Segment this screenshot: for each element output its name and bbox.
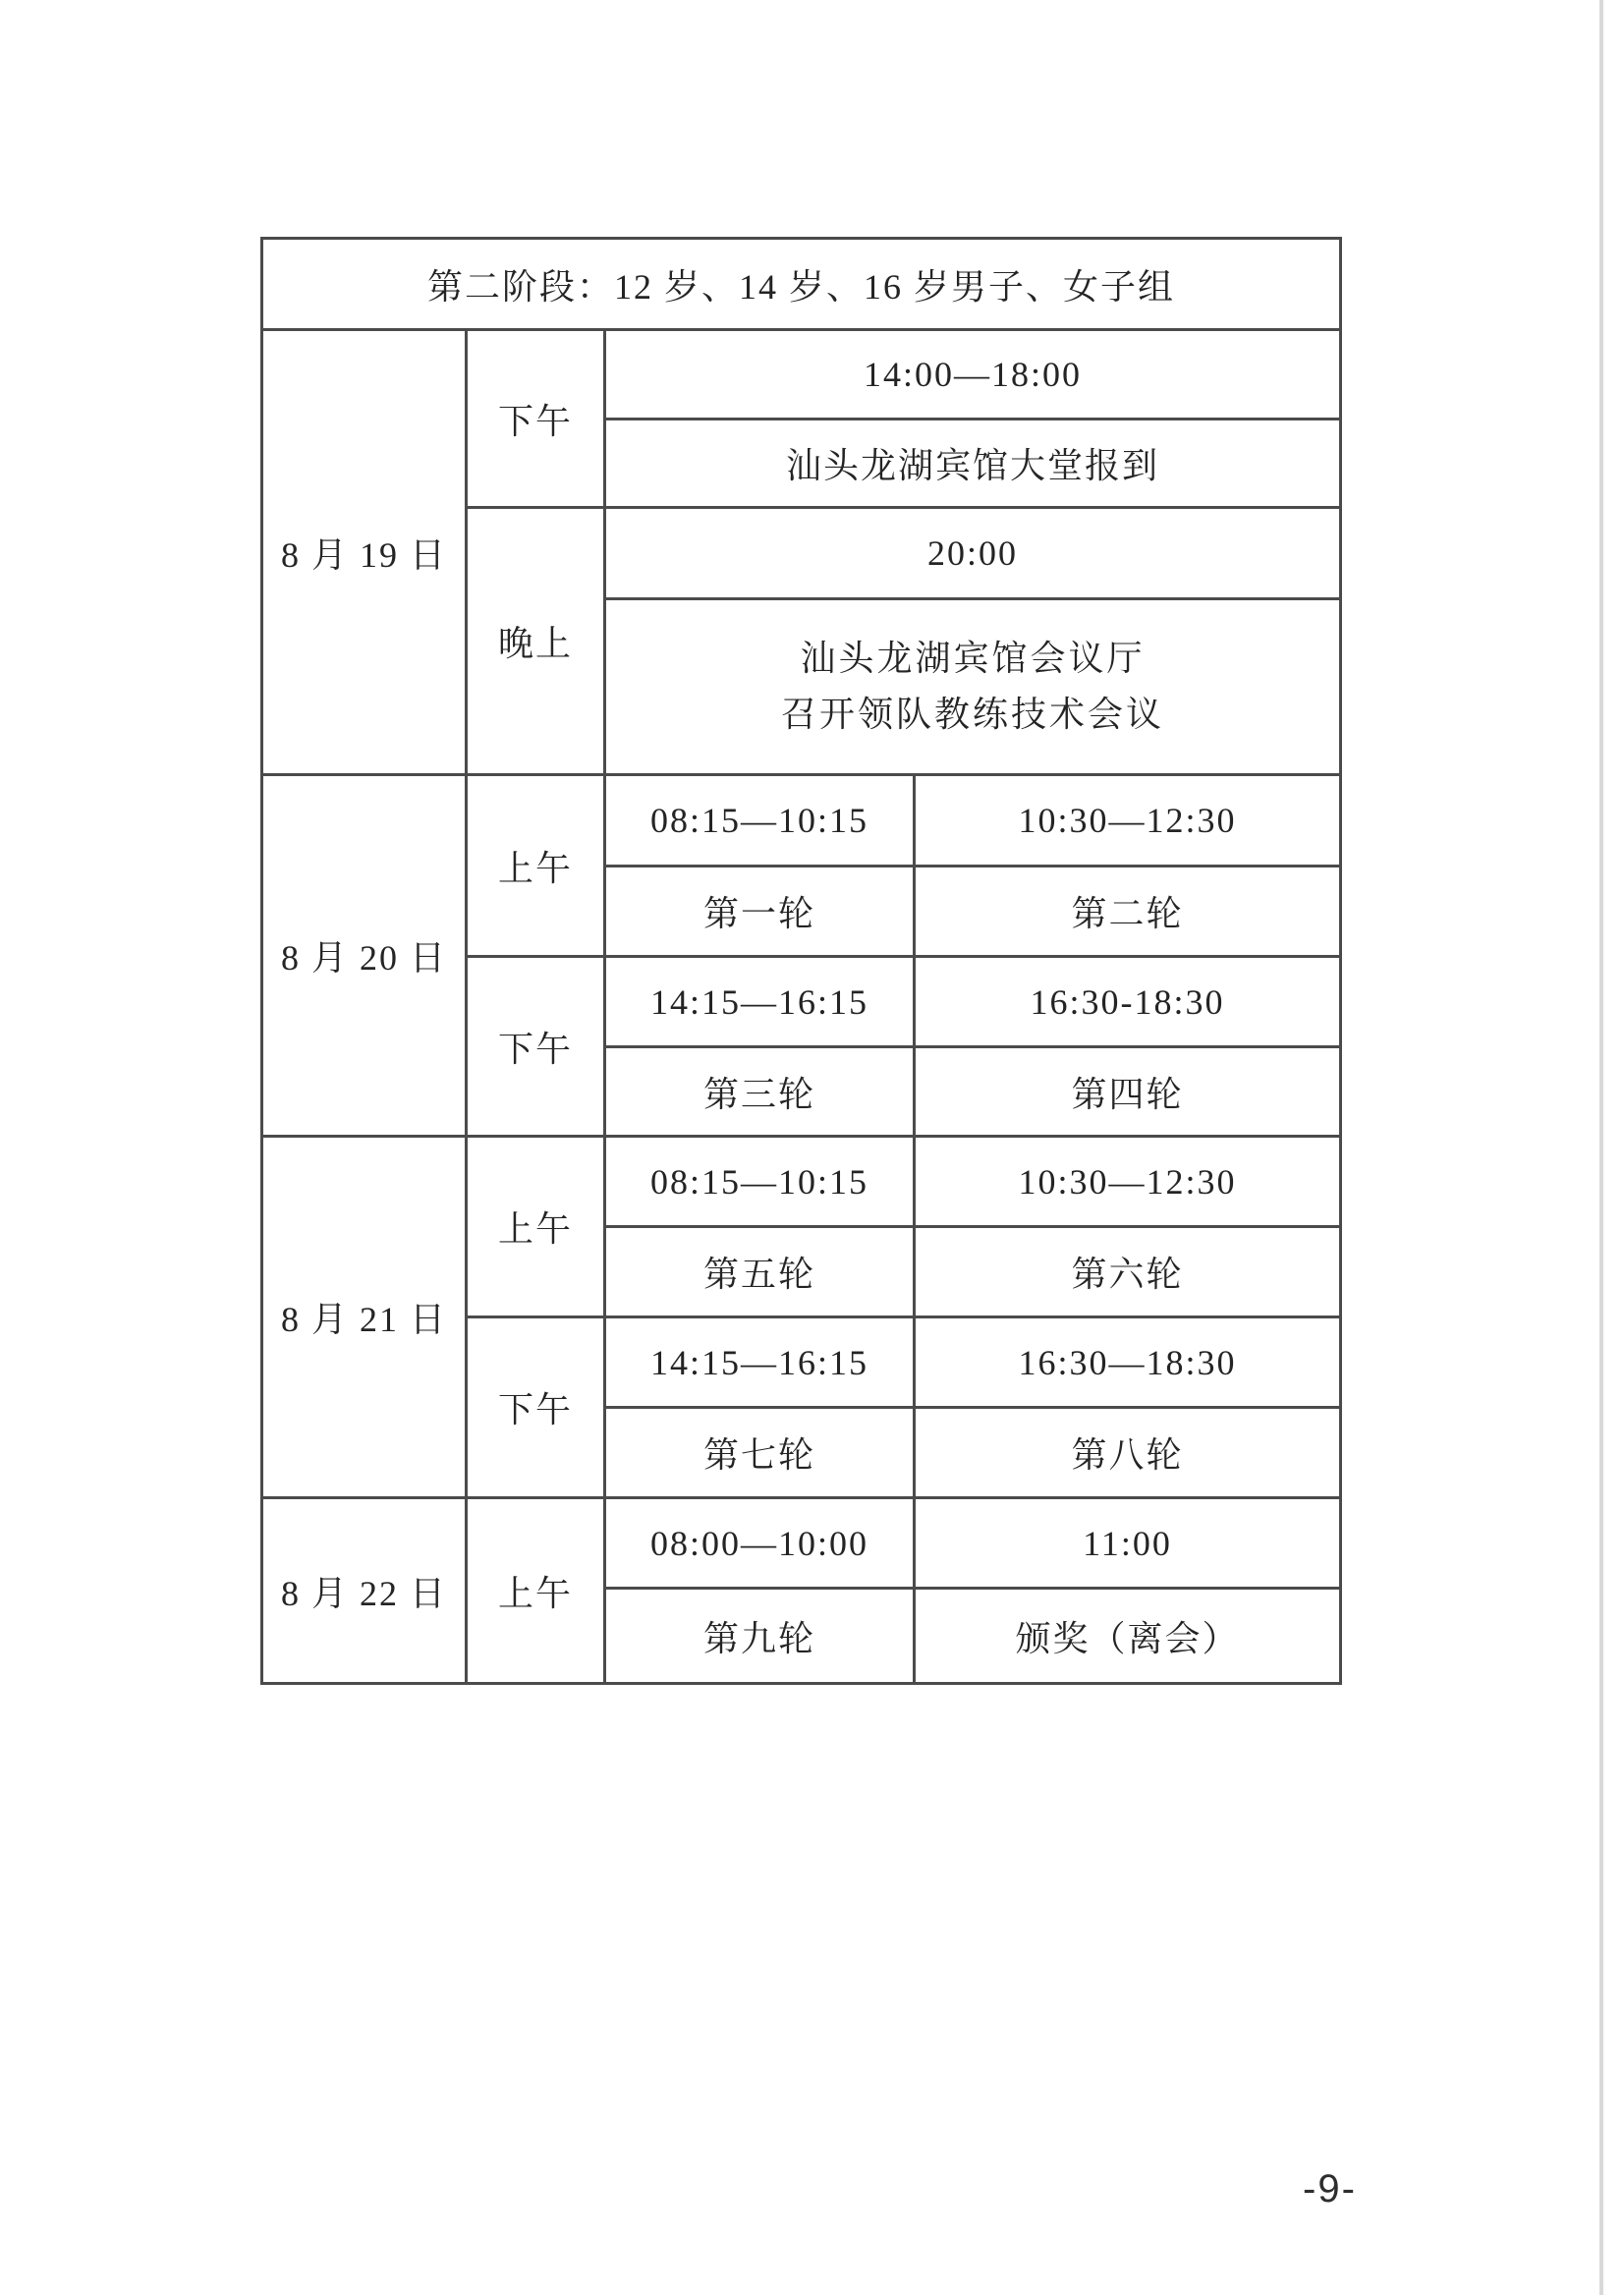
round-cell: 第四轮 (915, 1047, 1341, 1137)
event-line: 召开领队教练技术会议 (781, 695, 1165, 734)
date-cell-aug22: 8 月 22 日 (262, 1498, 467, 1684)
time-cell: 08:15—10:15 (605, 775, 915, 867)
round-cell: 第九轮 (605, 1589, 915, 1684)
time-cell: 20:00 (605, 508, 1341, 599)
round-cell: 第一轮 (605, 867, 915, 957)
time-cell: 16:30—18:30 (915, 1317, 1341, 1408)
event-cell-checkin: 汕头龙湖宾馆大堂报到 (605, 420, 1341, 508)
time-cell: 16:30-18:30 (915, 957, 1341, 1047)
time-cell: 11:00 (915, 1498, 1341, 1589)
round-cell: 第七轮 (605, 1408, 915, 1498)
round-cell: 第二轮 (915, 867, 1341, 957)
event-line: 汕头龙湖宾馆会议厅 (800, 639, 1146, 678)
round-cell: 第五轮 (605, 1227, 915, 1317)
schedule-table (260, 237, 1342, 1685)
time-cell: 10:30—12:30 (915, 1137, 1341, 1227)
round-cell: 第三轮 (605, 1047, 915, 1137)
time-cell: 08:00—10:00 (605, 1498, 915, 1589)
scan-artifact-line (1599, 0, 1603, 2295)
time-cell: 14:15—16:15 (605, 1317, 915, 1408)
round-cell: 颁奖（离会） (915, 1589, 1341, 1684)
date-cell-aug21: 8 月 21 日 (262, 1137, 467, 1498)
round-cell: 第六轮 (915, 1227, 1341, 1317)
time-cell: 10:30—12:30 (915, 775, 1341, 867)
period-cell-morning: 上午 (467, 1137, 605, 1317)
event-cell-meeting (605, 599, 1341, 775)
period-cell-morning: 上午 (467, 1498, 605, 1684)
time-cell: 14:00—18:00 (605, 330, 1341, 420)
time-cell: 14:15—16:15 (605, 957, 915, 1047)
period-cell-afternoon: 下午 (467, 1317, 605, 1498)
page-number: -9- (1303, 2167, 1357, 2211)
time-cell: 08:15—10:15 (605, 1137, 915, 1227)
round-cell: 第八轮 (915, 1408, 1341, 1498)
date-cell-aug20: 8 月 20 日 (262, 775, 467, 1137)
period-cell-afternoon: 下午 (467, 957, 605, 1137)
period-cell-morning: 上午 (467, 775, 605, 957)
period-cell-evening: 晚上 (467, 508, 605, 775)
stage-header-cell: 第二阶段：12 岁、14 岁、16 岁男子、女子组 (262, 239, 1341, 330)
date-cell-aug19: 8 月 19 日 (262, 330, 467, 775)
period-cell-afternoon: 下午 (467, 330, 605, 508)
